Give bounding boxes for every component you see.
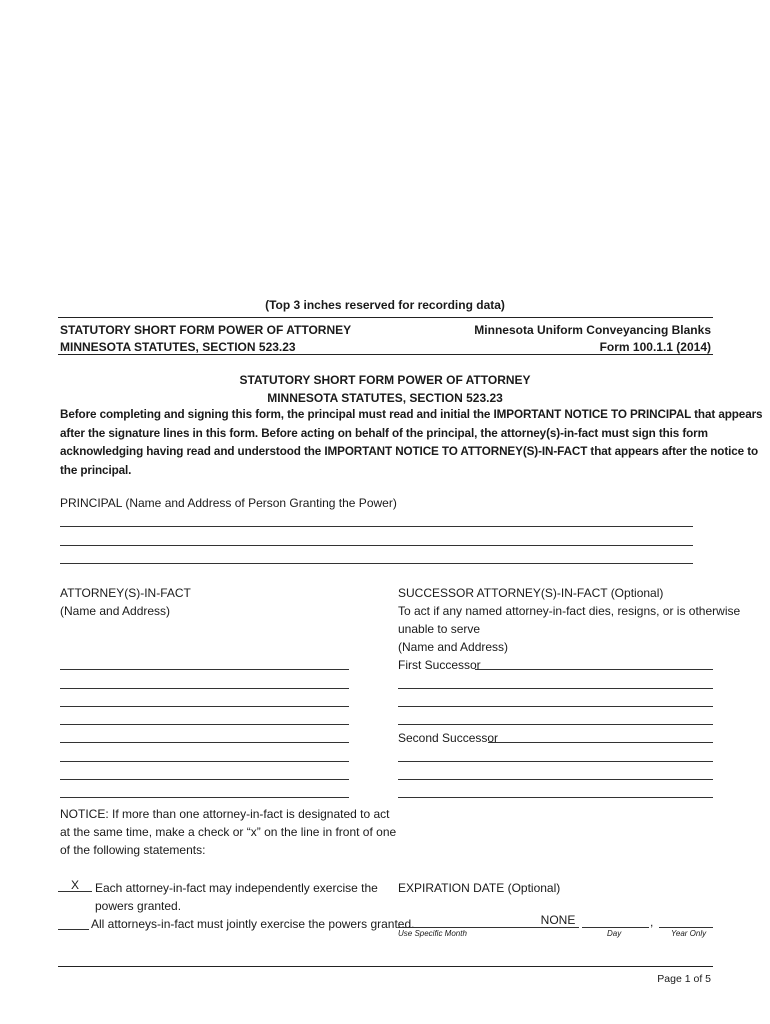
attorney-input-line[interactable]: [60, 669, 349, 670]
header-statute: MINNESOTA STATUTES, SECTION 523.23: [60, 340, 296, 354]
second-successor-input-line[interactable]: [488, 742, 713, 743]
day-caption: Day: [607, 929, 622, 938]
second-successor-input-line[interactable]: [398, 761, 713, 762]
month-caption: Use Specific Month: [398, 929, 467, 938]
second-successor-input-line[interactable]: [398, 797, 713, 798]
first-successor-input-line[interactable]: [475, 669, 713, 670]
principal-label: PRINCIPAL (Name and Address of Person Granting the Power): [60, 496, 397, 510]
first-successor-label: First Successor: [398, 658, 481, 672]
attorney-input-line[interactable]: [60, 779, 349, 780]
attorney-input-line[interactable]: [60, 742, 349, 743]
header-bottom-rule: [58, 354, 713, 355]
option-independent-text: powers granted.: [95, 899, 182, 913]
intro-line: acknowledging having read and understood the IMPORTANT NOTICE TO ATTORNEY(S)-IN-FACT that appears after the notice to: [60, 445, 759, 458]
footer-rule: [58, 966, 713, 967]
first-successor-input-line[interactable]: [398, 688, 713, 689]
attorney-input-line[interactable]: [60, 797, 349, 798]
successor-description: To act if any named attorney-in-fact dies, resigns, or is otherwise: [398, 604, 741, 618]
option-independent-text: Each attorney-in-fact may independently exercise the: [95, 881, 378, 895]
option-independent-mark[interactable]: X: [70, 878, 79, 892]
header-form-title: STATUTORY SHORT FORM POWER OF ATTORNEY: [60, 323, 352, 337]
year-caption: Year Only: [671, 929, 707, 938]
intro-line: the principal.: [60, 463, 132, 477]
header-blanks-name: Minnesota Uniform Conveyancing Blanks: [474, 323, 711, 337]
attorney-sublabel: (Name and Address): [60, 604, 171, 618]
attorney-input-line[interactable]: [60, 724, 349, 725]
notice-text: NOTICE: If more than one attorney-in-fact is designated to act: [60, 807, 390, 821]
principal-input-line[interactable]: [60, 526, 693, 527]
principal-input-line[interactable]: [60, 545, 693, 546]
document-subtitle: MINNESOTA STATUTES, SECTION 523.23: [267, 391, 503, 405]
attorney-input-line[interactable]: [60, 761, 349, 762]
first-successor-input-line[interactable]: [398, 706, 713, 707]
first-successor-input-line[interactable]: [398, 724, 713, 725]
intro-paragraph: [60, 406, 762, 480]
attorney-input-line[interactable]: [60, 706, 349, 707]
attorney-label: ATTORNEY(S)-IN-FACT: [60, 586, 191, 600]
successor-description: unable to serve: [398, 622, 481, 636]
successor-sublabel: (Name and Address): [398, 640, 509, 654]
attorney-input-line[interactable]: [60, 688, 349, 689]
header-form-number: Form 100.1.1 (2014): [599, 340, 711, 354]
expiration-month-value[interactable]: NONE: [540, 913, 576, 927]
option-jointly-blank[interactable]: [58, 929, 89, 930]
document-title: STATUTORY SHORT FORM POWER OF ATTORNEY: [239, 373, 531, 387]
expiration-label: EXPIRATION DATE (Optional): [398, 881, 561, 895]
option-jointly-text: All attorneys-in-fact must jointly exercise the powers granted.: [91, 917, 415, 931]
recording-note: (Top 3 inches reserved for recording data): [265, 298, 505, 312]
expiration-year-line[interactable]: [659, 927, 713, 928]
notice-text: of the following statements:: [60, 843, 206, 857]
second-successor-label: Second Successor: [398, 731, 499, 745]
page-number: Page 1 of 5: [657, 973, 711, 985]
expiration-comma: ,: [650, 915, 654, 929]
intro-line: Before completing and signing this form, the principal must read and initial the IMPORTANT NOTICE TO PRINCIPAL that appears: [60, 408, 763, 421]
second-successor-input-line[interactable]: [398, 779, 713, 780]
intro-line: after the signature lines in this form. Before acting on behalf of the principal, the attorney(s)-in-fact must sign this form: [60, 426, 708, 440]
expiration-day-line[interactable]: [582, 927, 649, 928]
successor-label: SUCCESSOR ATTORNEY(S)-IN-FACT (Optional): [398, 586, 664, 600]
principal-input-line[interactable]: [60, 563, 693, 564]
header-top-rule: [58, 317, 713, 318]
notice-text: at the same time, make a check or “x” on the line in front of one: [60, 825, 397, 839]
